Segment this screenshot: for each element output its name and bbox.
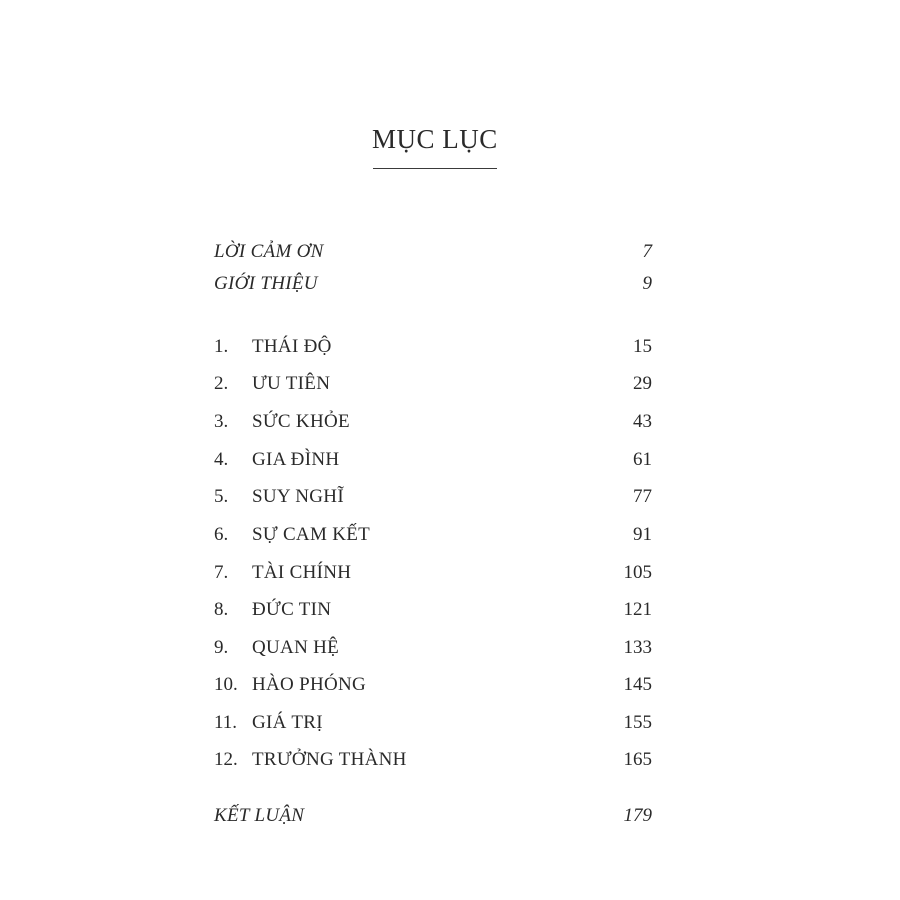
toc-entry-number: 10. (214, 674, 238, 695)
toc-entry-number: 8. (214, 599, 229, 620)
toc-entry-page: 77 (633, 486, 652, 507)
toc-entry-label: SỰ CAM KẾT (252, 524, 371, 545)
toc-entry-chapter[interactable] (214, 445, 652, 475)
toc-entry-page: 165 (623, 749, 652, 770)
page-title: MỤC LỤC (372, 124, 498, 154)
toc-entry-label: GIA ĐÌNH (252, 449, 340, 470)
toc-entry-chapter[interactable] (214, 332, 652, 362)
toc-entry-chapter[interactable] (214, 520, 652, 550)
toc-entry-chapter[interactable] (214, 558, 652, 588)
toc-entry-page: 105 (623, 562, 652, 583)
toc-entry-label: THÁI ĐỘ (252, 336, 332, 357)
toc-entry-number: 11. (214, 712, 238, 733)
toc-entry-number: 5. (214, 486, 229, 507)
toc-entry-number: 3. (214, 411, 229, 432)
toc-entry-label: ƯU TIÊN (252, 373, 331, 394)
title-underline (373, 168, 497, 169)
toc-entry-page: 145 (623, 674, 652, 695)
toc-entry-page: 155 (623, 712, 652, 733)
toc-entry-page: 179 (623, 805, 652, 826)
toc-entry-page: 7 (642, 241, 652, 262)
toc-entry-label: GIÁ TRỊ (252, 712, 323, 733)
toc-entry-page: 133 (623, 637, 652, 658)
toc-entry-chapter[interactable] (214, 708, 652, 738)
toc-entry-chapter[interactable] (214, 670, 652, 700)
toc-entry-number: 1. (214, 336, 229, 357)
toc-entry-label: TRƯỞNG THÀNH (252, 749, 407, 770)
toc-entry-chapter[interactable] (214, 369, 652, 399)
toc-entry-chapter[interactable] (214, 595, 652, 625)
toc-entry-introduction[interactable] (214, 269, 652, 299)
toc-entry-page: 43 (633, 411, 652, 432)
toc-entry-label: TÀI CHÍNH (252, 562, 352, 583)
toc-entry-conclusion[interactable] (214, 801, 652, 831)
toc-entry-chapter[interactable] (214, 407, 652, 437)
toc-entry-number: 12. (214, 749, 238, 770)
toc-entry-page: 29 (633, 373, 652, 394)
toc-entry-label: LỜI CẢM ƠN (214, 241, 324, 262)
toc-entry-label: SỨC KHỎE (252, 411, 350, 432)
toc-entry-label: HÀO PHÓNG (252, 674, 367, 695)
toc-entry-label: SUY NGHĨ (252, 486, 344, 507)
toc-entry-number: 6. (214, 524, 229, 545)
toc-entry-number: 9. (214, 637, 229, 658)
toc-entry-acknowledgements[interactable] (214, 237, 652, 267)
toc-entry-label: GIỚI THIỆU (214, 273, 318, 294)
toc-entry-number: 7. (214, 562, 229, 583)
toc-entry-page: 121 (623, 599, 652, 620)
toc-entry-page: 15 (633, 336, 652, 357)
toc-entry-chapter[interactable] (214, 633, 652, 663)
toc-entry-label: QUAN HỆ (252, 637, 340, 658)
toc-entry-label: KẾT LUẬN (214, 805, 305, 826)
toc-entry-label: ĐỨC TIN (252, 599, 332, 620)
toc-entry-page: 9 (642, 273, 652, 294)
toc-entry-number: 4. (214, 449, 229, 470)
toc-entry-number: 2. (214, 373, 229, 394)
toc-entry-page: 61 (633, 449, 652, 470)
toc-entry-chapter[interactable] (214, 482, 652, 512)
toc-entry-page: 91 (633, 524, 652, 545)
toc-entry-chapter[interactable] (214, 745, 652, 775)
